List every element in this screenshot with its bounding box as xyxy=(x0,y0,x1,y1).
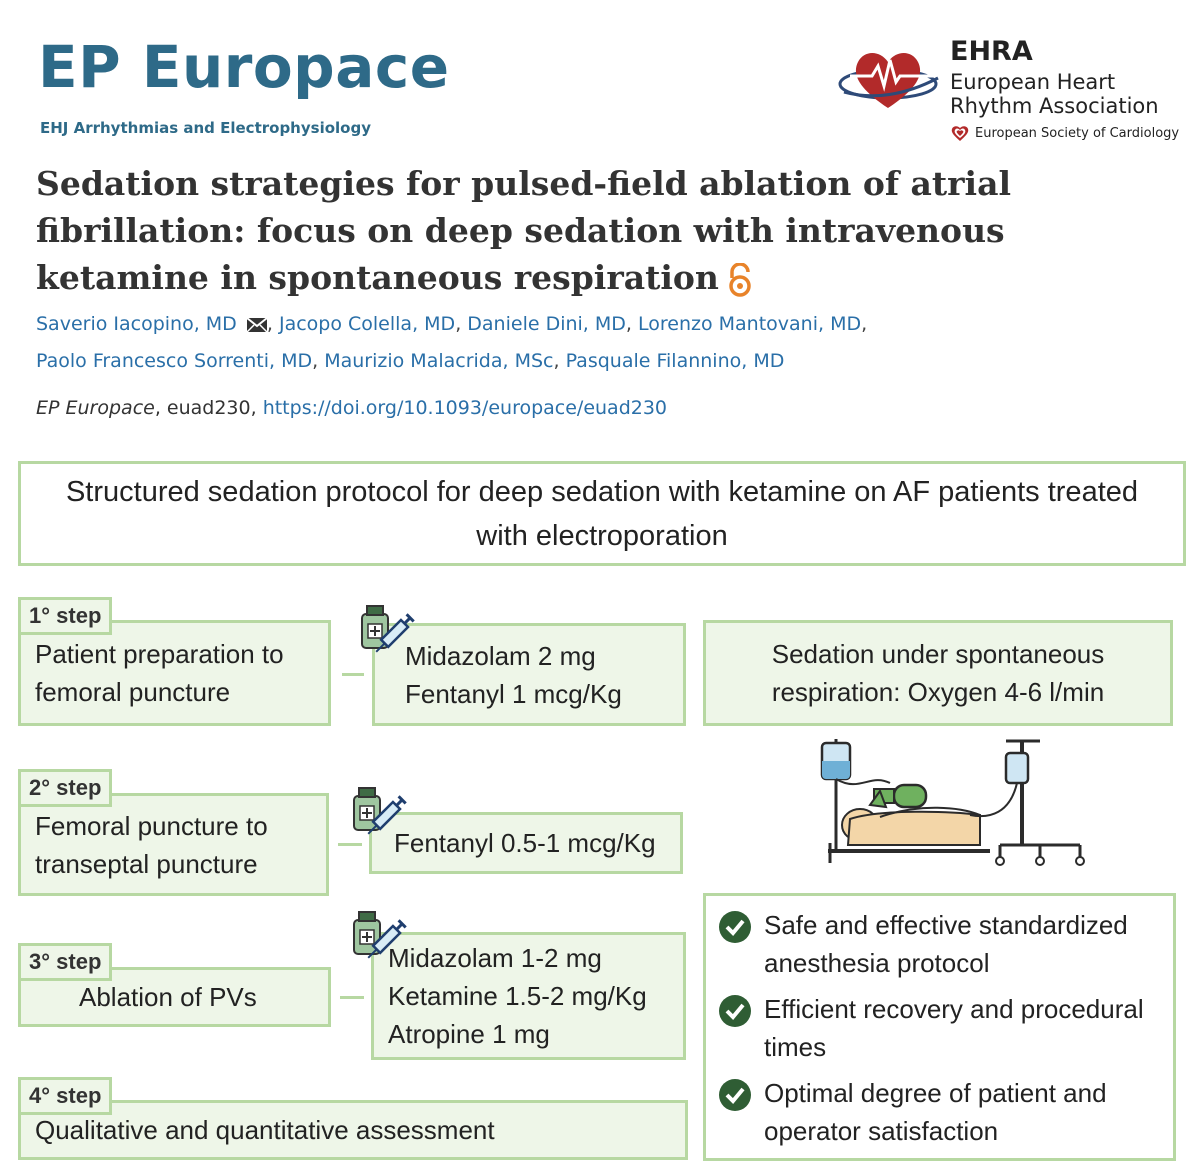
ehra-full-name xyxy=(950,70,1159,118)
author-link[interactable]: Maurizio Malacrida, MSc xyxy=(324,350,554,372)
author-list: Saverio Iacopino, MD , Jacopo Colella, MD, Daniele Dini, MD, Lorenzo Mantovani, MD, Paolo Francesco Sorrenti, MD, Maurizio Malacrida, MSc, Pasquale Filannino, MD xyxy=(36,313,868,372)
benefit-text: Safe and effective standardized anesthesia protocol xyxy=(764,910,1128,978)
author-link[interactable]: Lorenzo Mantovani, MD xyxy=(638,313,862,335)
author-link[interactable]: Daniele Dini, MD xyxy=(467,313,626,335)
step-2-drugs xyxy=(369,812,683,874)
doi-link[interactable]: https://doi.org/10.1093/europace/euad230 xyxy=(262,397,668,419)
step-1-drugs xyxy=(372,623,686,726)
esc-row xyxy=(950,124,1179,142)
step-4-box xyxy=(18,1100,688,1160)
mail-icon[interactable] xyxy=(247,317,267,333)
esc-heart-icon xyxy=(950,124,970,142)
step-2-box xyxy=(18,793,329,896)
check-circle-icon xyxy=(718,994,752,1028)
step-4-label: Qualitative and quantitative assessment xyxy=(35,1115,495,1145)
author-link[interactable]: Saverio Iacopino, MD xyxy=(36,313,237,335)
benefit-item xyxy=(718,1074,1161,1150)
patient-oxygen-illustration xyxy=(800,733,1100,873)
drug-item: Fentanyl 0.5-1 mcg/Kg xyxy=(394,828,656,858)
ehra-full-line1: European Heart xyxy=(950,70,1116,94)
benefit-item xyxy=(718,906,1161,982)
respiration-box xyxy=(703,620,1173,726)
step-1-connector xyxy=(342,673,364,676)
drug-item: Atropine 1 mg xyxy=(388,1019,550,1049)
step-1-label: Patient preparation to femoral puncture xyxy=(35,639,284,707)
check-circle-icon xyxy=(718,910,752,944)
step-3-connector xyxy=(340,996,364,999)
ehra-name: EHRA xyxy=(950,36,1033,67)
step-2-connector xyxy=(338,843,362,846)
citation-journal: EP Europace xyxy=(36,397,155,419)
step-1-tag: 1° step xyxy=(18,597,112,635)
abstract-header-box xyxy=(18,461,1186,566)
open-access-icon xyxy=(727,263,753,297)
step-4-tag: 4° step xyxy=(18,1077,112,1115)
step-2-tag: 2° step xyxy=(18,769,112,807)
drug-item: Ketamine 1.5-2 mg/Kg xyxy=(388,981,647,1011)
step-3-drugs xyxy=(371,932,686,1060)
benefits-box xyxy=(703,893,1176,1161)
syringe-vial-icon xyxy=(358,598,418,658)
citation xyxy=(36,397,667,419)
benefit-text: Efficient recovery and procedural times xyxy=(764,994,1144,1062)
author-link[interactable]: Pasquale Filannino, MD xyxy=(565,350,785,372)
drug-item: Midazolam 2 mg xyxy=(405,640,596,671)
paper-title-text: Sedation strategies for pulsed-field ablation of atrial fibrillation: focus on deep sedation with intravenous ketamine in spontaneous respiration xyxy=(36,164,1011,297)
drug-item: Fentanyl 1 mcg/Kg xyxy=(405,678,622,709)
step-3-label: Ablation of PVs xyxy=(79,982,257,1012)
benefit-item xyxy=(718,990,1161,1066)
syringe-vial-icon xyxy=(350,904,410,964)
author-link[interactable]: Paolo Francesco Sorrenti, MD xyxy=(36,350,313,372)
respiration-text: Sedation under spontaneous respiration: Oxygen 4-6 l/min xyxy=(771,639,1105,707)
benefit-text: Optimal degree of patient and operator satisfaction xyxy=(764,1078,1107,1146)
ehra-full-line2: Rhythm Association xyxy=(950,94,1159,118)
step-2-label: Femoral puncture to transeptal puncture xyxy=(35,810,268,879)
esc-name: European Society of Cardiology xyxy=(975,125,1180,141)
step-3-tag: 3° step xyxy=(18,943,112,981)
journal-title: EP Europace xyxy=(38,33,450,101)
citation-id: , euad230, xyxy=(154,397,263,419)
abstract-header: Structured sedation protocol for deep sedation with ketamine on AF patients treated with electroporation xyxy=(65,475,1139,552)
check-circle-icon xyxy=(718,1078,752,1112)
syringe-vial-icon xyxy=(350,780,410,840)
step-1-box xyxy=(18,620,331,726)
journal-subtitle: EHJ Arrhythmias and Electrophysiology xyxy=(40,119,371,137)
paper-title xyxy=(36,160,1176,301)
ehra-heart-logo xyxy=(838,42,948,114)
drug-item: Midazolam 1-2 mg xyxy=(388,943,602,973)
author-link[interactable]: Jacopo Colella, MD xyxy=(278,313,456,335)
